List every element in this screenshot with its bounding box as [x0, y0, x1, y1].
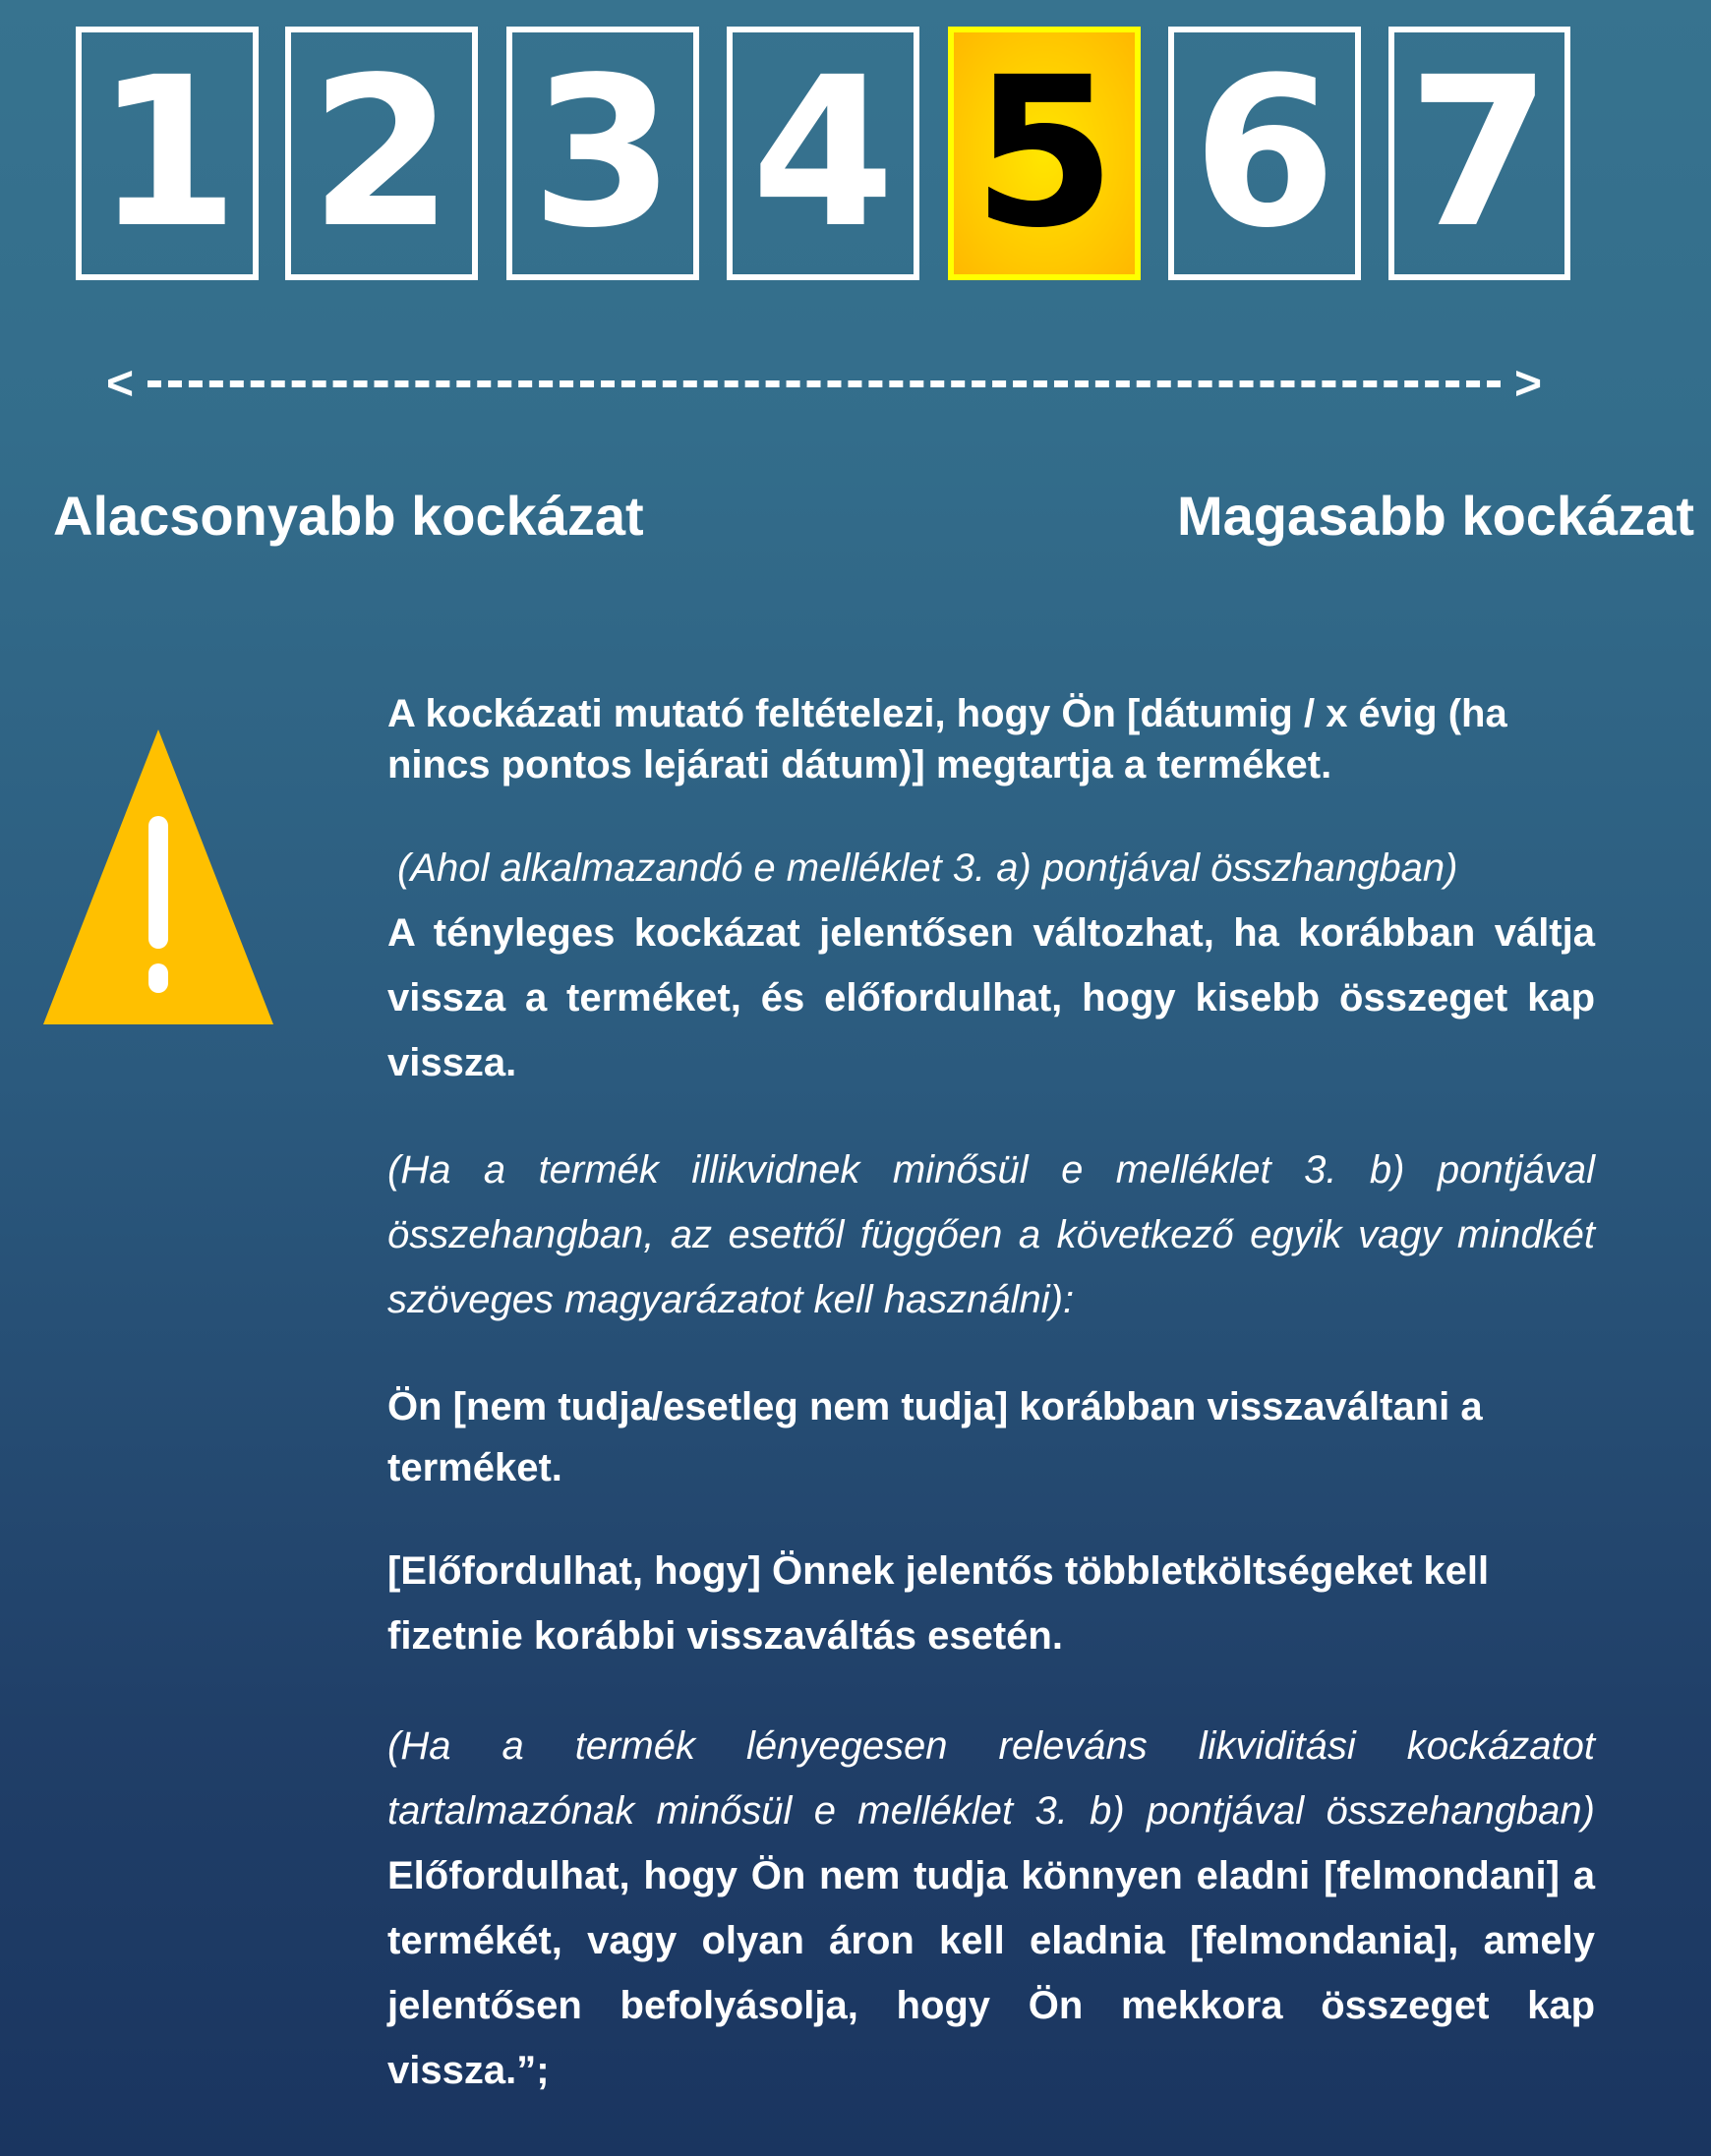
- risk-class-6: 6: [1168, 27, 1361, 280]
- illiquid-note: (Ha a termék illikvidnek minősül e melléklet 3. b) pontjával összehangban, az esettől függően a következő egyik vagy mindkét szöveges magyarázatot kell használni):: [387, 1148, 1595, 1321]
- dashed-line: [148, 380, 1501, 387]
- lower-risk-label: Alacsonyabb kockázat: [53, 485, 644, 547]
- risk-class-2: 2: [285, 27, 478, 280]
- early-redemption-block: [387, 836, 1595, 1095]
- liquidity-risk-text: Előfordulhat, hogy Ön nem tudja könnyen eladni [felmondani] a termékét, vagy olyan áron kell eladnia [felmondania], amely jelentősen befolyásolja, hogy Ön mekkora összeget kap vissza.”;: [387, 1854, 1595, 2092]
- early-redemption-text: A tényleges kockázat jelentősen változhat, ha korábban váltja vissza a terméket, és előfordulhat, hogy kisebb összeget kap vissza.: [387, 911, 1595, 1084]
- risk-direction-arrow: [106, 359, 1542, 408]
- liquidity-risk-block: [387, 1714, 1595, 2103]
- arrow-right-icon: >: [1513, 357, 1542, 410]
- applicability-note: (Ahol alkalmazandó e melléklet 3. a) pontjával összhangban): [397, 846, 1458, 890]
- risk-class-4: 4: [727, 27, 919, 280]
- holding-period-text: A kockázati mutató feltételezi, hogy Ön [dátumig / x évig (ha nincs pontos lejárati dátum)] megtartja a terméket.: [387, 692, 1507, 787]
- risk-class-7: 7: [1388, 27, 1570, 280]
- warning-triangle-icon: [43, 729, 273, 1024]
- extra-costs-text: [Előfordulhat, hogy] Önnek jelentős többletköltségeket kell fizetnie korábbi visszaváltás esetén.: [387, 1549, 1490, 1658]
- risk-class-5-selected: 5: [948, 27, 1141, 280]
- risk-class-3: 3: [506, 27, 699, 280]
- higher-risk-label: Magasabb kockázat: [1177, 485, 1694, 547]
- risk-class-1: 1: [76, 27, 259, 280]
- arrow-left-icon: <: [106, 357, 135, 410]
- liquidity-risk-note: (Ha a termék lényegesen releváns likviditási kockázatot tartalmazónak minősül e melléklet 3. b) pontjával összehangban): [387, 1724, 1595, 1833]
- no-early-redemption-text: Ön [nem tudja/esetleg nem tudja] korábban visszaváltani a terméket.: [387, 1385, 1483, 1489]
